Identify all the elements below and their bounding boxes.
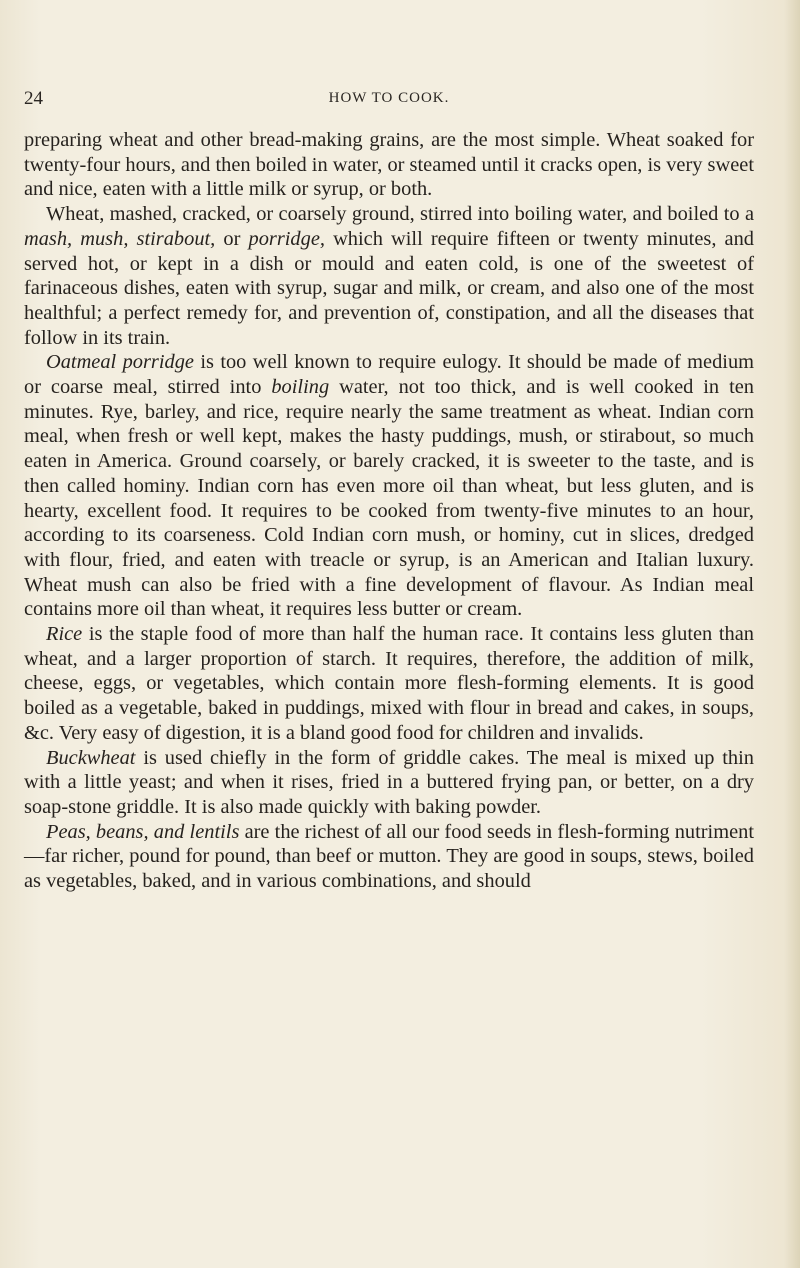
- italic-term: Peas, beans, and lentils: [46, 820, 240, 843]
- text-segment: are the richest of all our food seeds in flesh-forming nutriment—far richer, pound for pound, than beef or mutton. They are good in soups, stews, boiled as vegetables, baked, and in various combinations, and should: [24, 820, 754, 893]
- text-segment: is the staple food of more than half the human race. It contains less gluten than wheat, and a larger proportion of starch. It requires, therefore, the addition of milk, cheese, eggs, or vegetables, which contain more flesh-forming elements. It is good boiled as a vegetable, baked in puddings, mixed with flour in bread and cakes, in soups, &c. Very easy of digestion, it is a bland good food for children and invalids.: [24, 623, 754, 744]
- italic-term: mash, mush, stirabout,: [24, 227, 216, 250]
- paragraph: [24, 350, 754, 622]
- paragraph: [24, 622, 754, 746]
- italic-term: Buckwheat: [46, 746, 136, 769]
- text-segment: preparing wheat and other bread-making grains, are the most simple. Wheat soaked for twenty-four hours, and then boiled in water, or steamed until it cracks open, is very sweet and nice, eaten with a little milk or syrup, or both.: [24, 129, 754, 201]
- italic-term: Oatmeal porridge: [46, 351, 194, 374]
- page-header: [24, 88, 754, 112]
- body-text: [24, 128, 754, 894]
- paragraph: [24, 128, 754, 202]
- italic-term: porridge,: [248, 227, 325, 250]
- italic-term: boiling: [271, 376, 330, 399]
- text-segment: is used chiefly in the form of griddle cakes. The meal is mixed up thin with a little yeast; and when it rises, fried in a buttered frying pan, or better, on a dry soap-stone griddle. It is also made quickly with baking powder.: [24, 746, 754, 818]
- italic-term: Rice: [46, 623, 83, 646]
- text-segment: water, not too thick, and is well cooked in ten minutes. Rye, barley, and rice, require nearly the same treatment as wheat. Indian corn meal, when fresh or well kept, makes the hasty puddings, mush, or stirabout, so much eaten in America. Ground coarsely, or barely cracked, it is sweeter to the taste, and is then called hominy. Indian corn has even more oil than wheat, but less gluten, and is hearty, excellent food. It requires to be cooked from twenty-five minutes to an hour, according to its coarseness. Cold Indian corn mush, or hominy, cut in slices, dredged with flour, fried, and eaten with treacle or syrup, is an American and Italian luxury. Wheat mush can also be fried with a fine development of flavour. As Indian meal contains more oil than wheat, it requires less butter or cream.: [24, 376, 754, 621]
- paragraph: [24, 820, 754, 894]
- text-segment: or: [215, 227, 249, 250]
- paragraph: [24, 746, 754, 820]
- page-edge-shadow: [784, 0, 800, 1268]
- paragraph: [24, 202, 754, 350]
- page-number: 24: [24, 88, 43, 109]
- text-segment: Wheat, mashed, cracked, or coarsely ground, stirred into boiling water, and boiled to a: [46, 203, 754, 226]
- text-segment: is too well known to require eulogy. It should be made of medium or coarse meal, stirred into: [24, 351, 754, 399]
- text-segment: which will require fifteen or twenty minutes, and served hot, or kept in a dish or mould and eaten cold, is one of the sweetest of farinaceous dishes, eaten with syrup, sugar and milk, or cream, and also one of the most healthful; a perfect remedy for, and prevention of, constipation, and all the diseases that follow in its train.: [24, 227, 754, 349]
- running-title: HOW TO COOK.: [328, 90, 450, 106]
